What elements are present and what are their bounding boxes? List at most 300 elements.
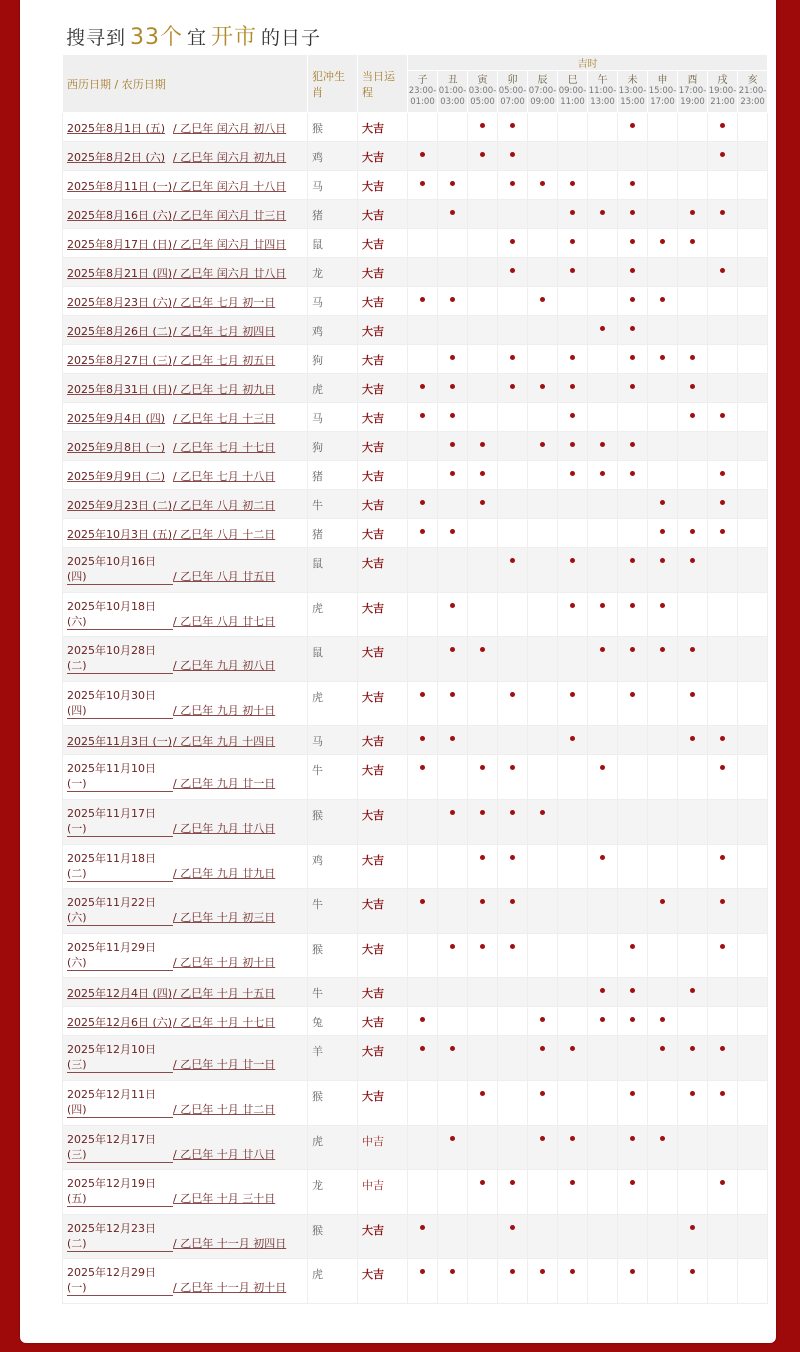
lunar-date-link[interactable]: / 乙巳年 七月 初九日	[173, 383, 276, 396]
hour-cell	[738, 933, 768, 978]
date-cell	[63, 374, 308, 403]
auspicious-dot-icon	[600, 210, 605, 215]
hour-cell	[708, 978, 738, 1007]
hour-cell	[528, 1036, 558, 1081]
auspicious-dot-icon	[480, 810, 485, 815]
hour-cell	[648, 844, 678, 889]
hour-cell	[678, 755, 708, 800]
gregorian-date-link[interactable]: 2025年8月16日 (六)	[67, 209, 173, 222]
chong-zodiac: 鼠	[308, 548, 358, 593]
hour-cell	[528, 978, 558, 1007]
gregorian-date-link[interactable]: 2025年10月16日 (四)	[67, 554, 173, 585]
table-row	[63, 171, 768, 200]
hour-cell	[438, 1036, 468, 1081]
hour-cell	[528, 345, 558, 374]
auspicious-dot-icon	[720, 268, 725, 273]
hour-cell	[678, 1080, 708, 1125]
hour-cell	[708, 681, 738, 726]
auspicious-dot-icon	[720, 529, 725, 534]
auspicious-dot-icon	[510, 181, 515, 186]
auspicious-dot-icon	[510, 855, 515, 860]
auspicious-dot-icon	[630, 181, 635, 186]
hour-cell	[558, 1125, 588, 1170]
chong-zodiac: 龙	[308, 258, 358, 287]
date-cell	[63, 287, 308, 316]
table-row	[63, 461, 768, 490]
header-hour-4	[528, 71, 558, 113]
lunar-date-link[interactable]: / 乙巳年 十一月 初四日	[173, 1236, 287, 1250]
hour-cell	[438, 432, 468, 461]
chong-zodiac: 猪	[308, 461, 358, 490]
hour-cell	[648, 258, 678, 287]
hour-range: 07:00-09:00	[528, 86, 557, 107]
hour-cell	[558, 200, 588, 229]
chong-zodiac: 马	[308, 287, 358, 316]
lunar-date-link[interactable]: / 乙巳年 七月 初四日	[173, 325, 276, 338]
hour-cell	[408, 1214, 438, 1259]
gregorian-date-link[interactable]: 2025年12月4日 (四)	[67, 987, 173, 1001]
auspicious-dot-icon	[690, 647, 695, 652]
hour-branch: 丑	[447, 75, 458, 86]
hour-cell	[528, 432, 558, 461]
hour-cell	[408, 681, 438, 726]
hour-cell	[408, 978, 438, 1007]
hour-cell	[678, 345, 708, 374]
auspicious-dot-icon	[720, 471, 725, 476]
hour-cell	[468, 933, 498, 978]
auspicious-dot-icon	[450, 529, 455, 534]
hour-cell	[708, 258, 738, 287]
lunar-date-link[interactable]: / 乙巳年 十月 初三日	[173, 911, 276, 925]
lunar-date-link[interactable]: / 乙巳年 七月 十三日	[173, 412, 276, 425]
chong-zodiac: 虎	[308, 1259, 358, 1304]
day-luck: 大吉	[358, 403, 408, 432]
gregorian-date-link[interactable]: 2025年12月23日 (二)	[67, 1221, 173, 1252]
hour-cell	[708, 403, 738, 432]
hour-cell	[588, 432, 618, 461]
date-cell	[63, 548, 308, 593]
hour-cell	[438, 681, 468, 726]
hour-cell	[558, 1036, 588, 1081]
hour-cell	[618, 637, 648, 682]
gregorian-date-link[interactable]: 2025年12月17日 (三)	[67, 1132, 173, 1163]
auspicious-dot-icon	[480, 1091, 485, 1096]
hour-cell	[558, 432, 588, 461]
hour-cell	[678, 1007, 708, 1036]
hour-cell	[468, 548, 498, 593]
table-row	[63, 681, 768, 726]
hour-cell	[558, 592, 588, 637]
lunar-date-link[interactable]: / 乙巳年 七月 初五日	[173, 354, 276, 367]
hour-cell	[438, 461, 468, 490]
auspicious-dot-icon	[510, 1269, 515, 1274]
hour-cell	[648, 726, 678, 755]
auspicious-dot-icon	[420, 1225, 425, 1230]
auspicious-dot-icon	[570, 355, 575, 360]
chong-zodiac: 虎	[308, 374, 358, 403]
auspicious-dot-icon	[450, 1136, 455, 1141]
header-hour-1	[438, 71, 468, 113]
hour-cell	[648, 142, 678, 171]
hour-cell	[468, 1080, 498, 1125]
lunar-date-link[interactable]: / 乙巳年 九月 廿一日	[173, 777, 276, 791]
lunar-date-link[interactable]: / 乙巳年 闰六月 廿四日	[173, 238, 287, 251]
hour-cell	[408, 637, 438, 682]
date-cell	[63, 933, 308, 978]
hour-cell	[408, 592, 438, 637]
hour-cell	[618, 113, 648, 142]
auspicious-dot-icon	[450, 297, 455, 302]
hour-cell	[738, 113, 768, 142]
lunar-date-link[interactable]: / 乙巳年 十月 廿八日	[173, 1147, 276, 1161]
chong-zodiac: 猴	[308, 933, 358, 978]
hour-cell	[738, 681, 768, 726]
hour-cell	[498, 142, 528, 171]
hour-cell	[468, 432, 498, 461]
gregorian-date-link[interactable]: 2025年8月27日 (三)	[67, 354, 173, 367]
hour-cell	[738, 844, 768, 889]
hour-cell	[678, 1259, 708, 1304]
hour-cell	[528, 1007, 558, 1036]
auspicious-dot-icon	[480, 500, 485, 505]
gregorian-date-link[interactable]: 2025年11月3日 (一)	[67, 735, 173, 749]
hour-cell	[528, 1214, 558, 1259]
hour-cell	[678, 592, 708, 637]
hour-cell	[498, 229, 528, 258]
gregorian-date-link[interactable]: 2025年8月26日 (二)	[67, 325, 173, 338]
auspicious-dot-icon	[510, 123, 515, 128]
hour-cell	[498, 1080, 528, 1125]
auspicious-dot-icon	[420, 297, 425, 302]
auspicious-dot-icon	[630, 442, 635, 447]
hour-cell	[468, 1036, 498, 1081]
hour-cell	[498, 681, 528, 726]
hour-cell	[408, 113, 438, 142]
chong-zodiac: 猪	[308, 519, 358, 548]
hour-cell	[498, 287, 528, 316]
header-hour-2	[468, 71, 498, 113]
day-luck: 大吉	[358, 726, 408, 755]
gregorian-date-link[interactable]: 2025年8月21日 (四)	[67, 267, 173, 280]
day-luck: 中吉	[358, 1170, 408, 1215]
date-cell	[63, 978, 308, 1007]
lunar-date-link[interactable]: / 乙巳年 八月 初二日	[173, 499, 276, 512]
hour-cell	[588, 933, 618, 978]
hour-cell	[528, 142, 558, 171]
gregorian-date-link[interactable]: 2025年12月19日 (五)	[67, 1176, 173, 1207]
lunar-date-link[interactable]: / 乙巳年 十月 十五日	[173, 987, 276, 1001]
gregorian-date-link[interactable]: 2025年10月28日 (二)	[67, 643, 173, 674]
hour-cell	[498, 258, 528, 287]
gregorian-date-link[interactable]: 2025年8月1日 (五)	[67, 122, 166, 135]
chong-zodiac: 狗	[308, 432, 358, 461]
lunar-date-link[interactable]: / 乙巳年 十月 十七日	[173, 1016, 276, 1030]
auspicious-dot-icon	[510, 239, 515, 244]
hour-cell	[678, 287, 708, 316]
hour-branch: 申	[657, 75, 668, 86]
hour-cell	[468, 1125, 498, 1170]
day-luck: 大吉	[358, 548, 408, 593]
gregorian-date-link[interactable]: 2025年9月9日 (二)	[67, 470, 166, 483]
table-row	[63, 799, 768, 844]
auspicious-dot-icon	[690, 736, 695, 741]
auspicious-dot-icon	[450, 1269, 455, 1274]
hour-cell	[678, 799, 708, 844]
hour-cell	[498, 490, 528, 519]
lunar-date-link[interactable]: / 乙巳年 九月 初八日	[173, 659, 276, 673]
hour-cell	[618, 287, 648, 316]
hour-cell	[738, 461, 768, 490]
chong-zodiac: 牛	[308, 978, 358, 1007]
hour-cell	[678, 1214, 708, 1259]
hour-cell	[588, 374, 618, 403]
gregorian-date-link[interactable]: 2025年10月3日 (五)	[67, 528, 173, 541]
gregorian-date-link[interactable]: 2025年11月10日 (一)	[67, 761, 173, 792]
gregorian-date-link[interactable]: 2025年12月10日 (三)	[67, 1042, 173, 1073]
auspicious-dot-icon	[720, 944, 725, 949]
hour-cell	[558, 113, 588, 142]
lunar-date-link[interactable]: / 乙巳年 八月 廿七日	[173, 614, 276, 628]
hour-cell	[618, 345, 648, 374]
gregorian-date-link[interactable]: 2025年8月31日 (日)	[67, 383, 173, 396]
hour-cell	[438, 1125, 468, 1170]
lunar-date-link[interactable]: / 乙巳年 八月 廿五日	[173, 570, 276, 583]
gregorian-date-link[interactable]: 2025年11月22日 (六)	[67, 895, 173, 926]
hour-cell	[678, 1036, 708, 1081]
lunar-date-link[interactable]: / 乙巳年 十一月 初十日	[173, 1281, 287, 1295]
lunar-date-link[interactable]: / 乙巳年 十月 廿一日	[173, 1058, 276, 1072]
auspicious-dot-icon	[420, 692, 425, 697]
chong-zodiac: 猴	[308, 113, 358, 142]
hour-cell	[528, 461, 558, 490]
gregorian-date-link[interactable]: 2025年10月18日 (六)	[67, 599, 173, 630]
auspicious-dot-icon	[630, 603, 635, 608]
day-luck: 大吉	[358, 1259, 408, 1304]
lunar-date-link[interactable]: / 乙巳年 十月 廿二日	[173, 1102, 276, 1116]
hour-cell	[468, 519, 498, 548]
chong-zodiac: 虎	[308, 592, 358, 637]
hour-cell	[618, 1080, 648, 1125]
lunar-date-link[interactable]: / 乙巳年 九月 初十日	[173, 703, 276, 717]
auspicious-dot-icon	[570, 181, 575, 186]
hour-cell	[408, 171, 438, 200]
hour-cell	[618, 432, 648, 461]
lunar-date-link[interactable]: / 乙巳年 闰六月 初九日	[173, 151, 287, 164]
lunar-date-link[interactable]: / 乙巳年 闰六月 廿八日	[173, 267, 287, 280]
auspicious-dot-icon	[720, 210, 725, 215]
auspicious-dot-icon	[630, 944, 635, 949]
hour-cell	[438, 592, 468, 637]
hour-cell	[678, 490, 708, 519]
hour-cell	[588, 637, 618, 682]
hour-cell	[408, 490, 438, 519]
auspicious-dot-icon	[690, 1269, 695, 1274]
day-luck: 大吉	[358, 519, 408, 548]
auspicious-dot-icon	[690, 1225, 695, 1230]
auspicious-dot-icon	[420, 765, 425, 770]
gregorian-date-link[interactable]: 2025年11月17日 (一)	[67, 806, 173, 837]
header-hour-7	[618, 71, 648, 113]
header-hour-9	[678, 71, 708, 113]
hour-cell	[738, 799, 768, 844]
date-cell	[63, 1170, 308, 1215]
day-luck: 大吉	[358, 1036, 408, 1081]
hour-range: 01:00-03:00	[438, 86, 467, 107]
hour-cell	[468, 258, 498, 287]
gregorian-date-link[interactable]: 2025年10月30日 (四)	[67, 688, 173, 719]
gregorian-date-link[interactable]: 2025年8月17日 (日)	[67, 238, 173, 251]
hour-cell	[678, 844, 708, 889]
header-jishi: 吉时	[408, 55, 768, 71]
auspicious-dot-icon	[660, 297, 665, 302]
hour-cell	[708, 1125, 738, 1170]
gregorian-date-link[interactable]: 2025年8月11日 (一)	[67, 180, 173, 193]
auspicious-dot-icon	[600, 647, 605, 652]
auspicious-dot-icon	[660, 647, 665, 652]
gregorian-date-link[interactable]: 2025年12月11日 (四)	[67, 1087, 173, 1118]
hour-cell	[708, 1036, 738, 1081]
hour-cell	[738, 287, 768, 316]
auspicious-dot-icon	[690, 692, 695, 697]
hour-cell	[528, 681, 558, 726]
day-luck: 大吉	[358, 1080, 408, 1125]
hour-cell	[618, 1259, 648, 1304]
auspicious-dot-icon	[420, 152, 425, 157]
hour-cell	[708, 229, 738, 258]
table-row	[63, 519, 768, 548]
hour-cell	[588, 1214, 618, 1259]
lunar-date-link[interactable]: / 乙巳年 十月 三十日	[173, 1192, 276, 1206]
hour-cell	[528, 316, 558, 345]
lunar-date-link[interactable]: / 乙巳年 闰六月 廿三日	[173, 209, 287, 222]
lunar-date-link[interactable]: / 乙巳年 九月 廿八日	[173, 821, 276, 835]
hour-cell	[648, 403, 678, 432]
auspicious-dot-icon	[450, 471, 455, 476]
auspicious-dot-icon	[570, 1136, 575, 1141]
lunar-date-link[interactable]: / 乙巳年 九月 十四日	[173, 735, 276, 749]
gregorian-date-link[interactable]: 2025年8月2日 (六)	[67, 151, 166, 164]
lunar-date-link[interactable]: / 乙巳年 七月 初一日	[173, 296, 276, 309]
table-row	[63, 287, 768, 316]
hour-cell	[648, 933, 678, 978]
hour-cell	[738, 1259, 768, 1304]
hour-cell	[708, 200, 738, 229]
hour-cell	[408, 1036, 438, 1081]
hour-cell	[618, 490, 648, 519]
chong-zodiac: 虎	[308, 1125, 358, 1170]
hour-cell	[678, 229, 708, 258]
hour-cell	[588, 548, 618, 593]
day-luck: 大吉	[358, 592, 408, 637]
hour-range: 17:00-19:00	[678, 86, 707, 107]
auspicious-dot-icon	[480, 944, 485, 949]
lunar-date-link[interactable]: / 乙巳年 八月 十二日	[173, 528, 276, 541]
hour-cell	[558, 726, 588, 755]
auspicious-dot-icon	[420, 1269, 425, 1274]
hour-cell	[738, 490, 768, 519]
gregorian-date-link[interactable]: 2025年12月6日 (六)	[67, 1016, 173, 1030]
hour-cell	[588, 490, 618, 519]
hour-cell	[738, 889, 768, 934]
hour-cell	[618, 374, 648, 403]
lunar-date-link[interactable]: / 乙巳年 十月 初十日	[173, 955, 276, 969]
gregorian-date-link[interactable]: 2025年9月23日 (二)	[67, 499, 173, 512]
hour-cell	[648, 637, 678, 682]
auspicious-dot-icon	[450, 692, 455, 697]
day-luck: 大吉	[358, 1007, 408, 1036]
lunar-date-link[interactable]: / 乙巳年 七月 十七日	[173, 441, 276, 454]
auspicious-dot-icon	[570, 603, 575, 608]
hour-cell	[708, 1080, 738, 1125]
hour-cell	[528, 200, 558, 229]
hour-cell	[438, 933, 468, 978]
gregorian-date-link[interactable]: 2025年9月8日 (一)	[67, 441, 166, 454]
hour-range: 15:00-17:00	[648, 86, 677, 107]
gregorian-date-link[interactable]: 2025年8月23日 (六)	[67, 296, 173, 309]
result-count: 33个	[130, 25, 184, 50]
hour-cell	[678, 889, 708, 934]
auspicious-dot-icon	[510, 558, 515, 563]
hour-cell	[528, 519, 558, 548]
hour-cell	[468, 345, 498, 374]
auspicious-dot-icon	[450, 603, 455, 608]
hour-cell	[468, 142, 498, 171]
hour-cell	[708, 113, 738, 142]
lunar-date-link[interactable]: / 乙巳年 九月 廿九日	[173, 866, 276, 880]
table-row	[63, 1007, 768, 1036]
hour-cell	[588, 1170, 618, 1215]
hour-cell	[528, 490, 558, 519]
hour-cell	[468, 1259, 498, 1304]
hour-cell	[618, 548, 648, 593]
lunar-date-link[interactable]: / 乙巳年 闰六月 初八日	[173, 122, 287, 135]
hour-cell	[468, 229, 498, 258]
auspicious-dot-icon	[720, 500, 725, 505]
hour-cell	[738, 1080, 768, 1125]
hour-cell	[408, 1170, 438, 1215]
hour-cell	[408, 548, 438, 593]
hour-cell	[618, 755, 648, 800]
lunar-date-link[interactable]: / 乙巳年 七月 十八日	[173, 470, 276, 483]
chong-zodiac: 狗	[308, 345, 358, 374]
hour-cell	[528, 755, 558, 800]
hour-cell	[648, 229, 678, 258]
hour-cell	[678, 461, 708, 490]
auspicious-dot-icon	[630, 647, 635, 652]
gregorian-date-link[interactable]: 2025年9月4日 (四)	[67, 412, 166, 425]
hour-cell	[618, 978, 648, 1007]
table-row	[63, 548, 768, 593]
gregorian-date-link[interactable]: 2025年12月29日 (一)	[67, 1265, 173, 1296]
hour-cell	[528, 592, 558, 637]
hour-cell	[648, 519, 678, 548]
auspicious-dot-icon	[480, 442, 485, 447]
auspicious-dot-icon	[660, 1136, 665, 1141]
hour-cell	[648, 799, 678, 844]
auspicious-dot-icon	[450, 355, 455, 360]
day-luck: 大吉	[358, 345, 408, 374]
hour-cell	[558, 844, 588, 889]
gregorian-date-link[interactable]: 2025年11月18日 (二)	[67, 851, 173, 882]
auspicious-dot-icon	[510, 810, 515, 815]
date-cell	[63, 258, 308, 287]
lunar-date-link[interactable]: / 乙巳年 闰六月 十八日	[173, 180, 287, 193]
auspicious-dot-icon	[540, 1046, 545, 1051]
gregorian-date-link[interactable]: 2025年11月29日 (六)	[67, 940, 173, 971]
hour-cell	[468, 726, 498, 755]
table-row	[63, 844, 768, 889]
auspicious-dot-icon	[600, 1017, 605, 1022]
